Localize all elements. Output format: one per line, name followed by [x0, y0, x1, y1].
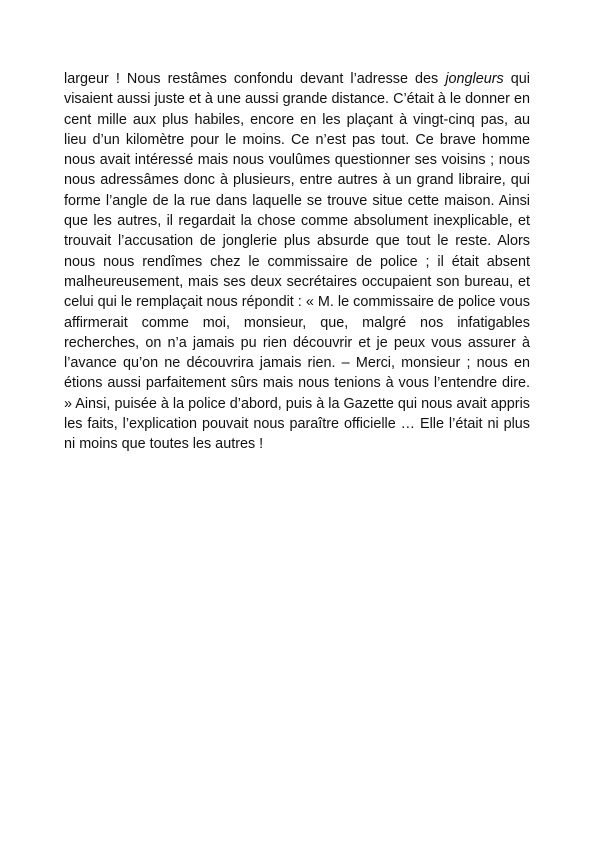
paragraph-text-rest: qui visaient aussi juste et à une aussi grande distance. C’était à le donner en cent mille aux plus habiles, encore en les plaçant à vingt-cinq pas, au lieu d’un kilomètre pour le moins. Ce n’est pas tout. Ce brave homme nous avait intéressé mais nous voulûmes questionner ses voisins ; nous nous adressâmes donc à plusieurs, entre autres à un grand libraire, qui forme l’angle de la rue dans laquelle se trouve situe cette maison. Ainsi que les autres, il regardait la chose comme absolument inexplicable, et trouvait l’accusation de jonglerie plus absurde que tout le reste. Alors nous nous rendîmes chez le commissaire de police ; il était absent malheureusement, mais ses deux secrétaires occupaient son bureau, et celui qui le remplaçait nous répondit : « M. le commissaire de police vous affirmerait comme moi, monsieur, que, malgré nos infatigables recherches, on n’a jamais pu rien découvrir et je peux vous assurer à l’avance qu’on ne découvrira jamais rien. – Merci, monsieur ; nous en étions aussi parfaitement sûrs mais nous tenions à vous l’entendre dire. » Ainsi, puisée à la police d’abord, puis à la Gazette qui nous avait appris les faits, l’explication pouvait nous paraître officielle … Elle l’était ni plus ni moins que toutes les autres ! [64, 71, 531, 453]
paragraph-text-start: largeur ! Nous restâmes confondu devant l’adresse des [64, 71, 446, 87]
body-paragraph [64, 69, 530, 455]
italic-word-jongleurs: jongleurs [445, 71, 504, 87]
